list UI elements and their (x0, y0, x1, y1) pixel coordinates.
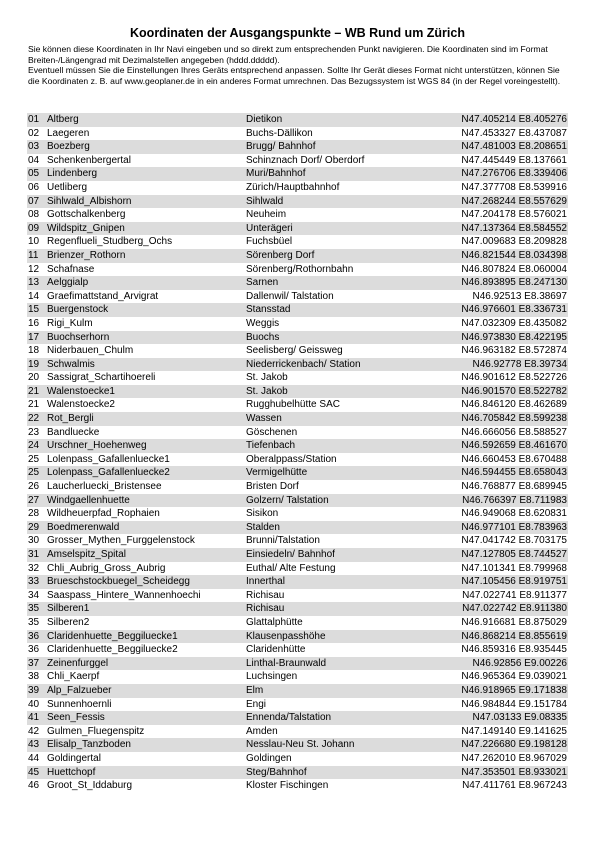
location-name: Silberen2 (47, 616, 90, 628)
starting-station: Schinznach Dorf/ Oberdorf (246, 154, 365, 166)
table-row (27, 358, 568, 372)
coordinates: N47.377708 E8.539916 (461, 181, 567, 193)
starting-station: Einsiedeln/ Bahnhof (246, 549, 335, 560)
starting-station: Linthal-Braunwald (246, 657, 327, 669)
table-row (27, 684, 568, 698)
starting-station: Unterägeri (246, 222, 293, 234)
starting-station: St. Jakob (246, 385, 288, 397)
table-row (27, 494, 568, 508)
row-number: 35 (28, 616, 40, 628)
coordinates: N46.973830 E8.422195 (461, 331, 567, 343)
table-row (27, 303, 568, 317)
coordinates: N47.101341 E8.799968 (461, 562, 567, 574)
table-row (27, 331, 568, 345)
location-name: Laucherluecki_Bristensee (47, 481, 162, 493)
table-row (27, 657, 568, 671)
table-row (27, 698, 568, 712)
location-name: Sunnenhoernli (47, 698, 112, 710)
table-row (27, 195, 568, 209)
row-number: 01 (28, 114, 40, 125)
location-name: Chli_Kaerpf (47, 671, 100, 683)
starting-station: Bristen Dorf (246, 481, 299, 493)
coordinates: N47.041742 E8.703175 (461, 535, 567, 547)
row-number: 41 (28, 712, 40, 724)
coordinates: N47.032309 E8.435082 (461, 317, 567, 329)
location-name: Rot_Bergli (47, 413, 94, 425)
row-number: 34 (28, 589, 40, 601)
coordinates: N46.977101 E8.783963 (461, 521, 567, 533)
starting-station: Zürich/Hauptbahnhof (246, 181, 340, 193)
table-row (27, 222, 568, 236)
location-name: Gottschalkenberg (47, 209, 126, 221)
starting-station: Klausenpasshöhe (246, 630, 326, 642)
table-row (27, 235, 568, 249)
coordinates: N46.859316 E8.935445 (461, 644, 567, 656)
table-row (27, 426, 568, 440)
row-number: 13 (28, 277, 40, 289)
starting-station: Innerthal (246, 576, 285, 588)
table-row (27, 630, 568, 644)
row-number: 24 (28, 440, 40, 452)
coordinates: N46.901570 E8.522782 (461, 385, 567, 397)
starting-station: Nesslau-Neu St. Johann (246, 739, 355, 751)
row-number: 05 (28, 168, 40, 180)
table-row (27, 208, 568, 222)
coordinates: N46.963182 E8.572874 (461, 345, 567, 357)
row-number: 46 (28, 780, 40, 792)
starting-station: Amden (246, 725, 278, 737)
coordinates: N47.276706 E8.339406 (461, 168, 567, 180)
location-name: Graefimattstand_Arvigrat (47, 290, 159, 302)
table-row (27, 589, 568, 603)
table-row (27, 752, 568, 766)
location-name: Seen_Fessis (47, 712, 105, 724)
location-name: Lolenpass_Gafallenluecke1 (47, 453, 170, 465)
starting-station: Goldingen (246, 752, 292, 764)
row-number: 19 (28, 358, 40, 370)
starting-station: Dallenwil/ Talstation (246, 290, 334, 302)
location-name: Goldingertal (47, 752, 101, 764)
row-number: 35 (28, 603, 40, 615)
starting-station: Muri/Bahnhof (246, 168, 306, 180)
row-number: 25 (28, 453, 40, 465)
coordinates: N47.149140 E9.141625 (461, 725, 567, 737)
row-number: 08 (28, 209, 40, 221)
starting-station: Brunni/Talstation (246, 535, 320, 547)
table-row (27, 466, 568, 480)
location-name: Claridenhuette_Beggiluecke2 (47, 644, 178, 656)
row-number: 33 (28, 576, 40, 588)
row-number: 45 (28, 766, 40, 778)
starting-station: Sisikon (246, 508, 279, 520)
location-name: Urschner_Hoehenweg (47, 440, 147, 452)
row-number: 36 (28, 630, 40, 642)
starting-station: Stalden (246, 521, 280, 533)
coordinates-table (27, 113, 568, 793)
location-name: Silberen1 (47, 603, 90, 615)
location-name: Schenkenbergertal (47, 154, 131, 166)
table-row (27, 766, 568, 780)
location-name: Boedmerenwald (47, 521, 120, 533)
location-name: Uetliberg (47, 181, 88, 193)
coordinates: N46.660453 E8.670488 (461, 453, 567, 465)
table-row (27, 113, 568, 127)
location-name: Walenstoecke1 (47, 385, 115, 397)
location-name: Buergenstock (47, 304, 109, 316)
starting-station: Richisau (246, 603, 285, 615)
coordinates: N47.022741 E8.911377 (462, 589, 567, 601)
coordinates: N46.821544 E8.034398 (461, 249, 567, 261)
coordinates: N47.268244 E8.557629 (461, 195, 567, 207)
coordinates: N46.949068 E8.620831 (461, 508, 567, 520)
starting-station: Sörenberg/Rothornbahn (246, 263, 354, 275)
starting-station: Sörenberg Dorf (246, 249, 315, 261)
row-number: 37 (28, 657, 40, 669)
row-number: 38 (28, 671, 40, 683)
location-name: Gulmen_Fluegenspitz (47, 725, 145, 737)
coordinates: N46.807824 E8.060004 (461, 263, 567, 275)
coordinates: N47.009683 E8.209828 (461, 236, 567, 248)
row-number: 23 (28, 426, 40, 438)
starting-station: Euthal/ Alte Festung (246, 562, 336, 574)
table-row (27, 167, 568, 181)
starting-station: Buochs (246, 331, 280, 343)
row-number: 36 (28, 644, 40, 656)
starting-station: Rugghubelhütte SAC (246, 399, 340, 411)
coordinates: N47.022742 E8.911380 (462, 603, 567, 615)
row-number: 44 (28, 752, 40, 764)
coordinates: N46.893895 E8.247130 (461, 277, 567, 289)
location-name: Aelggialp (47, 277, 89, 289)
intro-text (28, 44, 568, 86)
intro-paragraph-2: Eventuell müssen Sie die Einstellungen Ihres Geräts entsprechend anpassen. Sollte Ihr Gerät dieses Format nicht unterstützen, können Sie die Koordinaten z. B. auf www.geoplaner.de in ein anderes Format umrechnen. Das Bezugssystem ist WGS 84 (in der Regel voreingestellt). (28, 65, 561, 86)
table-row (27, 616, 568, 630)
table-row (27, 507, 568, 521)
starting-station: Seelisberg/ Geissweg (246, 345, 343, 357)
starting-station: Elm (246, 684, 264, 696)
table-row (27, 738, 568, 752)
location-name: Zeinenfurggel (47, 657, 109, 669)
row-number: 28 (28, 508, 40, 520)
table-row (27, 725, 568, 739)
page-title: Koordinaten der Ausgangspunkte – WB Rund um Zürich (130, 26, 465, 40)
row-number: 21 (28, 399, 40, 411)
row-number: 16 (28, 317, 40, 329)
location-name: Alp_Falzueber (47, 684, 112, 696)
table-row (27, 562, 568, 576)
starting-station: Claridenhütte (246, 644, 306, 656)
row-number: 39 (28, 684, 40, 696)
location-name: Chli_Aubrig_Gross_Aubrig (47, 562, 166, 574)
location-name: Groot_St_Iddaburg (47, 780, 133, 792)
coordinates: N47.03133 E9.08335 (472, 712, 567, 724)
table-row (27, 317, 568, 331)
row-number: 09 (28, 222, 40, 234)
table-row (27, 276, 568, 290)
row-number: 11 (28, 249, 39, 261)
coordinates: N46.846120 E8.462689 (461, 399, 567, 411)
starting-station: Göschenen (246, 426, 298, 438)
table-row (27, 643, 568, 657)
location-name: Sihlwald_Albishorn (47, 195, 132, 207)
coordinates: N47.453327 E8.437087 (461, 127, 567, 139)
location-name: Altberg (47, 114, 79, 125)
coordinates: N46.594455 E8.658043 (461, 467, 567, 479)
coordinates: N47.127805 E8.744527 (461, 549, 567, 560)
location-name: Buochserhorn (47, 331, 110, 343)
table-row (27, 480, 568, 494)
row-number: 32 (28, 562, 40, 574)
row-number: 21 (28, 385, 40, 397)
coordinates: N46.92513 E8.38697 (472, 290, 567, 302)
table-row (27, 575, 568, 589)
coordinates: N47.481003 E8.208651 (461, 141, 567, 153)
location-name: Regenflueli_Studberg_Ochs (47, 236, 173, 248)
location-name: Huettchopf (47, 766, 96, 778)
coordinates: N46.868214 E8.855619 (461, 630, 567, 642)
coordinates: N47.353501 E8.933021 (461, 766, 567, 778)
row-number: 22 (28, 413, 40, 425)
location-name: Saaspass_Hintere_Wannenhoechi (47, 589, 201, 601)
coordinates: N47.204178 E8.576021 (461, 209, 567, 221)
coordinates: N47.105456 E8.919751 (461, 576, 567, 588)
table-row (27, 711, 568, 725)
location-name: Rigi_Kulm (47, 317, 93, 329)
starting-station: Neuheim (246, 209, 287, 221)
starting-station: Steg/Bahnhof (246, 766, 307, 778)
coordinates: N46.592659 E8.461670 (461, 440, 567, 452)
row-number: 43 (28, 739, 40, 751)
location-name: Claridenhuette_Beggiluecke1 (47, 630, 178, 642)
coordinates: N47.405214 E8.405276 (461, 114, 567, 125)
location-name: Laegeren (47, 127, 90, 139)
table-row (27, 521, 568, 535)
location-name: Schafnase (47, 263, 95, 275)
location-name: Walenstoecke2 (47, 399, 115, 411)
coordinates: N46.705842 E8.599238 (461, 413, 567, 425)
row-number: 02 (28, 127, 40, 139)
row-number: 14 (28, 290, 40, 302)
location-name: Schwalmis (47, 358, 95, 370)
coordinates: N46.92778 E8.39734 (472, 358, 567, 370)
starting-station: Oberalppass/Station (246, 453, 337, 465)
coordinates: N47.445449 E8.137661 (461, 154, 567, 166)
row-number: 10 (28, 236, 40, 248)
coordinates: N47.137364 E8.584552 (461, 222, 567, 234)
coordinates: N46.918965 E9.171838 (461, 684, 567, 696)
starting-station: Vermigelhütte (246, 467, 308, 479)
starting-station: Dietikon (246, 114, 283, 125)
row-number: 40 (28, 698, 40, 710)
table-row (27, 453, 568, 467)
starting-station: Wassen (246, 413, 282, 425)
table-row (27, 371, 568, 385)
row-number: 30 (28, 535, 40, 547)
table-row (27, 140, 568, 154)
row-number: 12 (28, 263, 40, 275)
starting-station: Weggis (246, 317, 280, 329)
location-name: Amselspitz_Spital (47, 549, 126, 560)
row-number: 29 (28, 521, 40, 533)
coordinates: N46.916681 E8.875029 (461, 616, 567, 628)
location-name: Brienzer_Rothorn (47, 249, 126, 261)
location-name: Lindenberg (47, 168, 98, 180)
starting-station: Niederrickenbach/ Station (246, 358, 361, 370)
coordinates: N46.965364 E9.039021 (461, 671, 567, 683)
starting-station: Brugg/ Bahnhof (246, 141, 316, 153)
row-number: 17 (28, 331, 40, 343)
coordinates: N46.901612 E8.522726 (461, 372, 567, 384)
table-row (27, 154, 568, 168)
starting-station: Richisau (246, 589, 285, 601)
starting-station: Luchsingen (246, 671, 298, 683)
row-number: 26 (28, 481, 40, 493)
coordinates: N47.226680 E9.198128 (461, 739, 567, 751)
table-row (27, 602, 568, 616)
row-number: 31 (28, 549, 40, 560)
table-row (27, 344, 568, 358)
location-name: Boezberg (47, 141, 90, 153)
row-number: 03 (28, 141, 40, 153)
starting-station: St. Jakob (246, 372, 288, 384)
location-name: Grosser_Mythen_Furggelenstock (47, 535, 195, 547)
table-row (27, 290, 568, 304)
starting-station: Ennenda/Talstation (246, 712, 332, 724)
intro-paragraph-1: Sie können diese Koordinaten in Ihr Navi eingeben und so direkt zum entsprechenden Punkt navigieren. Die Koordinaten sind im Format Breiten-/Längengrad mit Dezimalstellen angegeben (hddd.ddddd). (28, 44, 548, 65)
location-name: Wildheuerpfad_Rophaien (47, 508, 160, 520)
coordinates: N46.768877 E8.689945 (461, 481, 567, 493)
row-number: 07 (28, 195, 40, 207)
table-row (27, 412, 568, 426)
coordinates: N46.666056 E8.588527 (461, 426, 567, 438)
location-name: Sassigrat_Schartihoereli (47, 372, 156, 384)
starting-station: Fuchsbüel (246, 236, 293, 248)
starting-station: Sihlwald (246, 195, 284, 207)
row-number: 06 (28, 181, 40, 193)
starting-station: Tiefenbach (246, 440, 296, 452)
starting-station: Engi (246, 698, 267, 710)
row-number: 20 (28, 372, 40, 384)
row-number: 18 (28, 345, 40, 357)
table-row (27, 127, 568, 141)
table-row (27, 385, 568, 399)
starting-station: Buchs-Dällikon (246, 127, 313, 139)
table-row (27, 439, 568, 453)
table-row (27, 249, 568, 263)
table-row (27, 670, 568, 684)
coordinates: N46.984844 E9.151784 (461, 698, 567, 710)
table-row (27, 398, 568, 412)
coordinates: N46.976601 E8.336731 (461, 304, 567, 316)
starting-station: Golzern/ Talstation (246, 494, 329, 506)
row-number: 27 (28, 494, 40, 506)
table-row (27, 779, 568, 793)
table-row (27, 263, 568, 277)
table-row (27, 534, 568, 548)
starting-station: Sarnen (246, 277, 279, 289)
location-name: Bandluecke (47, 426, 100, 438)
coordinates: N46.92856 E9.00226 (472, 657, 567, 669)
location-name: Wildspitz_Gnipen (47, 222, 125, 234)
location-name: Windgaellenhuette (47, 494, 130, 506)
location-name: Lolenpass_Gafallenluecke2 (47, 467, 170, 479)
row-number: 15 (28, 304, 40, 316)
coordinates: N47.262010 E8.967029 (461, 752, 567, 764)
starting-station: Stansstad (246, 304, 291, 316)
row-number: 25 (28, 467, 40, 479)
table-row (27, 181, 568, 195)
location-name: Elisalp_Tanzboden (47, 739, 131, 751)
starting-station: Kloster Fischingen (246, 780, 329, 792)
location-name: Niderbauen_Chulm (47, 345, 134, 357)
coordinates: N46.766397 E8.711983 (462, 494, 567, 506)
coordinates: N47.411761 E8.967243 (462, 780, 567, 792)
row-number: 42 (28, 725, 40, 737)
row-number: 04 (28, 154, 40, 166)
table-row (27, 548, 568, 562)
starting-station: Glattalphütte (246, 616, 303, 628)
location-name: Brueschstockbuegel_Scheidegg (47, 576, 190, 588)
